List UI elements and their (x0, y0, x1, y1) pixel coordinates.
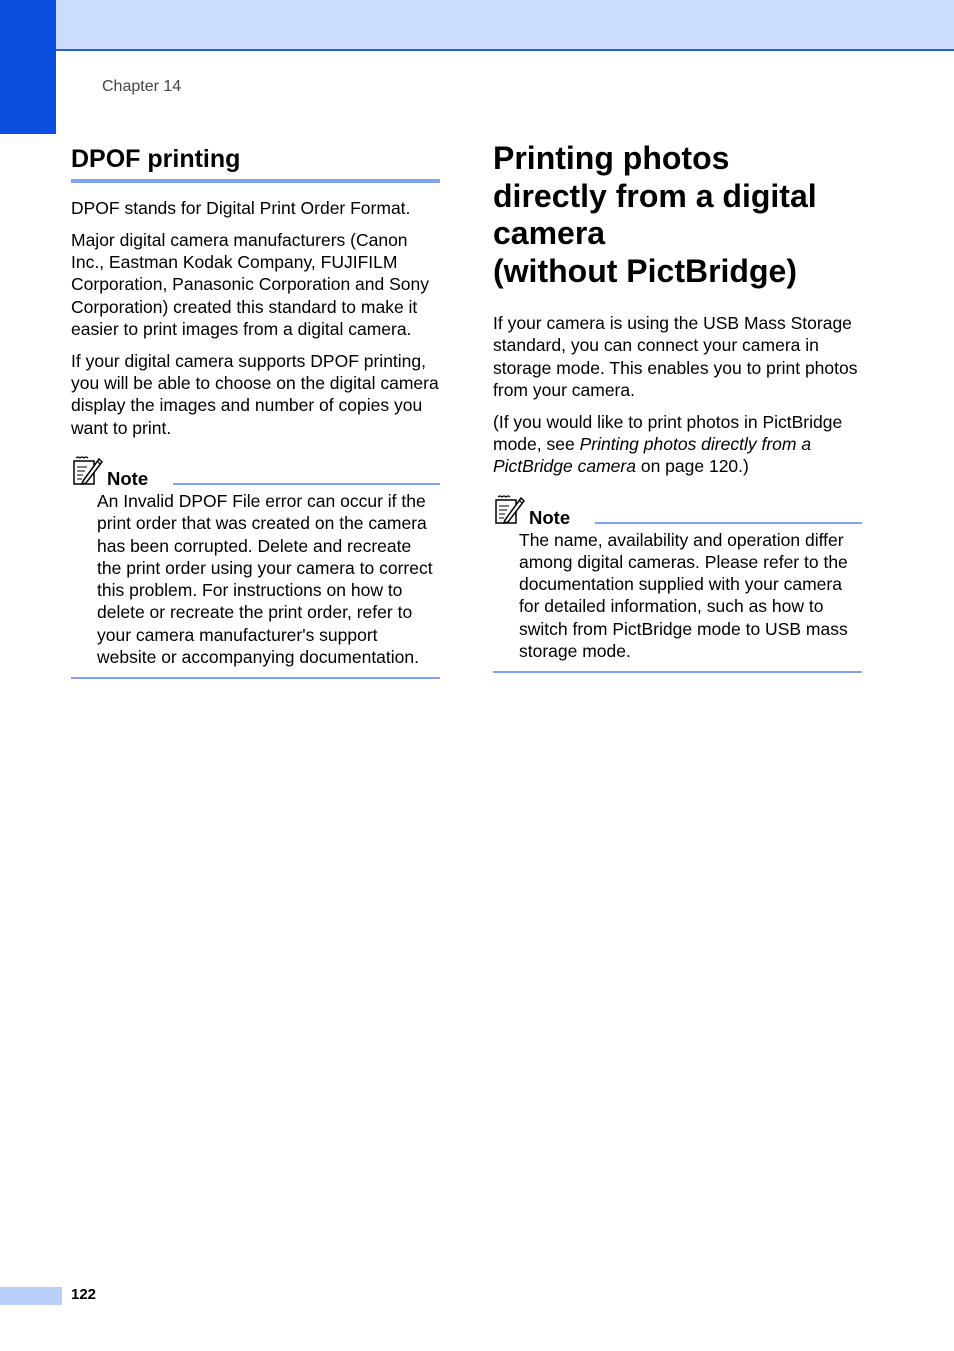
heading-line: directly from a digital (493, 177, 817, 214)
note-text: The name, availability and operation differ among digital cameras. Please refer to the documentation supplied with your camera for detailed information, such as how to switch from PictBridge mode to USB mass storage mode. (519, 529, 848, 662)
left-column (71, 140, 440, 679)
note-rule (595, 522, 862, 524)
heading-line: (without PictBridge) (493, 252, 797, 289)
paragraph: Major digital camera manufacturers (Canon Inc., Eastman Kodak Company, FUJIFILM Corporation, Panasonic Corporation and Sony Corporation) created this standard to make it easier to print images from a digital camera. (71, 229, 429, 339)
right-column (493, 140, 862, 673)
note-label: Note (529, 506, 571, 528)
paragraph: If your camera is using the USB Mass Storage standard, you can connect your camera in storage mode. This enables you to print photos from your camera. (493, 313, 858, 400)
note-end-rule (493, 671, 862, 673)
page-number-tab (0, 1287, 62, 1305)
section-heading-direct-print (493, 140, 862, 290)
note-text: An Invalid DPOF File error can occur if the print order that was created on the camera has been corrupted. Delete and recreate the print order using your camera to correct this problem. For instructions on how to delete or recreate the print order, refer to your camera manufacturer's support website or accompanying documentation. (97, 490, 433, 668)
note-header (71, 455, 440, 487)
paragraph-text: (If you would like to print photos in PictBridge mode, see (493, 411, 843, 454)
cross-reference-link[interactable]: Printing photos directly from a PictBridge camera (493, 433, 812, 477)
section-heading-dpof: DPOF printing (71, 144, 440, 183)
note-label: Note (107, 467, 149, 489)
note-end-rule (71, 677, 440, 679)
paragraph: If your digital camera supports DPOF printing, you will be able to choose on the digital camera display the images and number of copies you want to print. (71, 350, 439, 438)
header-band (0, 0, 954, 51)
note-header (493, 494, 862, 526)
note-box (493, 494, 862, 674)
note-box (71, 455, 440, 679)
chapter-side-tab (0, 0, 56, 134)
chapter-label: Chapter 14 (102, 78, 182, 95)
page-number: 122 (71, 1286, 97, 1303)
note-rule (173, 483, 440, 485)
paragraph: DPOF stands for Digital Print Order Format. (71, 198, 411, 218)
heading-line: camera (493, 215, 606, 251)
paragraph-cross-reference (493, 411, 862, 478)
note-pencil-icon (493, 494, 525, 526)
note-pencil-icon (71, 455, 103, 487)
heading-line: Printing photos (493, 140, 730, 176)
paragraph-text: on page 120.) (635, 456, 749, 477)
